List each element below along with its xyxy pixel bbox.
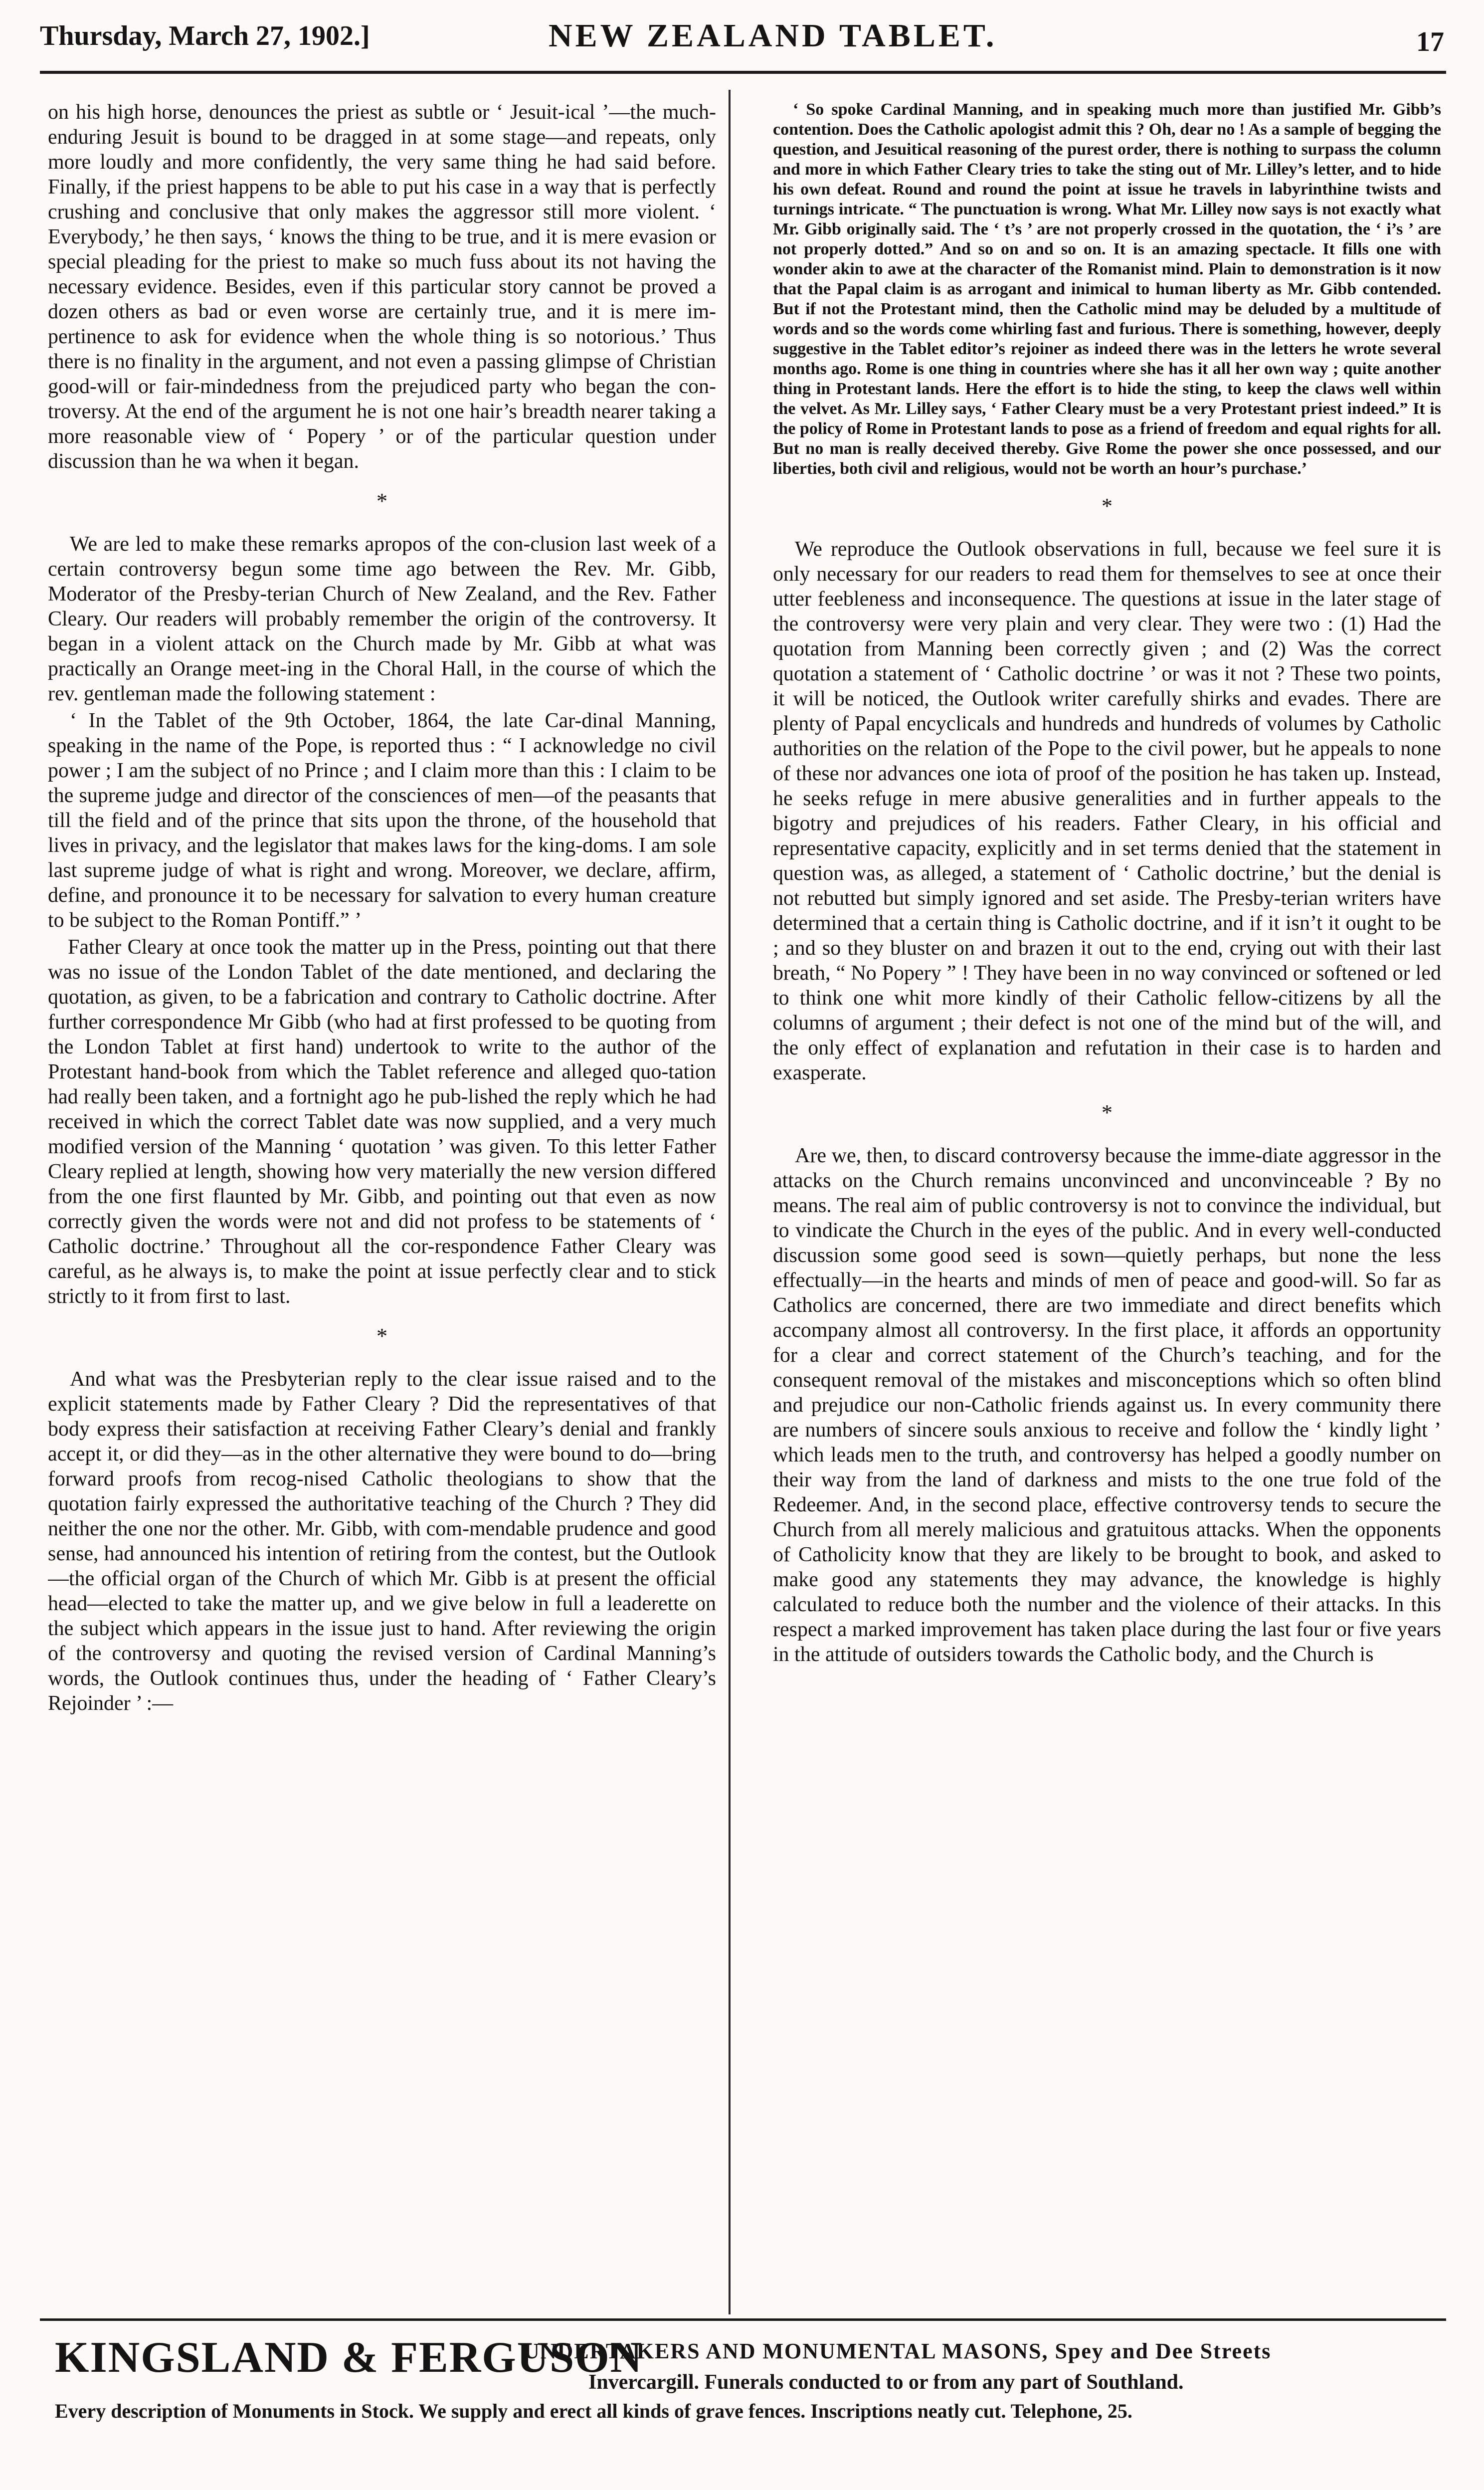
paragraph: Father Cleary at once took the matter up in the Press, pointing out that there was no issue of the London Tablet of the date mentioned, and declaring the quotation, as given, to be a fabrication and contrary to Catholic doctrine. After further correspondence Mr Gibb (who had at first professed to be quoting from the London Tablet at first hand) undertook to write to the author of the Protestant hand-book from which the Tablet reference and alleged quo-tation had really been taken, and a fortnight ago he pub-lished the reply which he had received in which the correct Tablet date was now supplied, and a very much modified version of the Manning ‘ quotation ’ was given. To this letter Father Cleary replied at length, showing how very materially the new version differed from the one first flaunted by Mr. Gibb, and pointing out that even as now correctly given the words were not and did not profess to be statements of ‘ Catholic doctrine.’ Throughout all the cor-respondence Father Cleary was careful, as he always is, to make the point at issue perfectly clear and to stick strictly to it from first to last. [48,936,716,1308]
paragraph: on his high horse, denounces the priest as subtle or ‘ Jesuit-ical ’—the much-enduring Jesuit is bound to be dragged in at some stage—and repeats, only more loudly and more confidently, the very same thing he had said before. Finally, if the priest happens to be able to put his case in a way that is perfectly crushing and conclusive that only makes the aggressor still more violent. ‘ Everybody,’ he then says, ‘ knows the thing to be true, and it is mere evasion or special pleading for the priest to make so much fuss about its not having the necessary evidence. Besides, even if this particular story cannot be proved a dozen others as bad or even worse are certainly true, and it is mere im-pertinence to ask for evidence when the whole thing is so notorious.’ Thus there is no finality in the argument, and not even a passing glimpse of Christian good-will or fair-mindedness from the prejudiced party who began the con-troversy. At the end of the argument he is not one hair’s breadth nearer taking a more reasonable view of ‘ Popery ’ or of the particular question under discussion than he wa when it began. [48,101,716,473]
page-number: 17 [1416,26,1444,57]
paragraph: We reproduce the Outlook observations in full, because we feel sure it is only necessary for our readers to read them for themselves to see at once their utter feebleness and inconsequence. The questions at issue in the later stage of the controversy were very plain and very clear. They were two : (1) Had the quotation from Manning been correctly given ; and (2) Was the correct quotation a statement of ‘ Catholic doctrine ’ or was it not ? These two points, it will be noticed, the Outlook writer carefully shirks and evades. There are plenty of Papal encyclicals and hundreds and hundreds of volumes by Catholic authorities on the relation of the Pope to the civil power, but he appeals to none of these nor advances one iota of proof of the position he has taken up. Instead, he seeks refuge in mere abusive generalities and in further appeals to the bigotry and prejudices of his readers. Father Cleary, in his official and representative capacity, explicitly and in set terms denied that the statement in question was, as alleged, a statement of ‘ Catholic doctrine,’ but the denial is not rebutted but simply ignored and set aside. The Presby-terian writers have determined that a certain thing is Catholic doctrine, and if it isn’t it ought to be ; and so they bluster on and brazen it out to the end, crying out with their last breath, “ No Popery ” ! They have been in no way convinced or softened or led to think one whit more kindly of their Catholic fellow-citizens by all the columns of argument ; their defect is not one of the mind but of the will, and the only effect of explanation and refutation in their case is to harden and exasperate. [773,538,1441,1084]
advertiser-details: Every description of Monuments in Stock. We supply and erect all kinds of grave fences. Inscriptions neatly cut. Telephone, 25. [55,2400,1132,2422]
section-separator: * [376,1324,387,1348]
advertiser-trade: UNDERTAKERS AND MONUMENTAL MASONS, Spey and Dee Streets [524,2339,1272,2363]
issue-date: Thursday, March 27, 1902.] [40,20,370,51]
paragraph: And what was the Presbyterian reply to the clear issue raised and to the explicit statements made by Father Cleary ? Did the representatives of that body express their satisfaction at receiving Father Cleary’s denial and frankly accept it, or did they—as in the other alternative they were bound to do—bring forward proofs from recog-nised Catholic theologians to show that the quotation fairly expressed the authoritative teaching of the Church ? They did neither the one nor the other. Mr. Gibb, with com-mendable prudence and good sense, had announced his intention of retiring from the contest, but the Outlook—the official organ of the Church of which Mr. Gibb is at present the official head—elected to take the matter up, and we give below in full a leaderette on the subject which appears in the issue just to hand. After reviewing the origin of the controversy and quoting the revised version of Cardinal Manning’s words, the Outlook continues thus, under the heading of ‘ Father Cleary’s Rejoinder ’ :— [48,1368,716,1715]
advertisement-footer [40,2328,1446,2478]
section-separator: * [1102,1100,1113,1125]
column-rule [729,90,731,2314]
advertiser-town: Invercargill. Funerals conducted to or from any part of Southland. [588,2371,1184,2394]
paragraph: Are we, then, to discard controversy because the imme-diate aggressor in the attacks on the Church remains unconvinced and unconvinceable ? By no means. The real aim of public controversy is not to convince the individual, but to vindicate the Church in the eyes of the public. And in every well-conducted discussion some good seed is sown—quietly perhaps, but none the less effectually—in the hearts and minds of men of peace and good-will. So far as Catholics are concerned, there are two immediate and direct benefits which accompany almost all controversy. In the first place, it affords an opportunity for a clear and correct statement of the Church’s teaching, and for the consequent removal of the mistakes and misconceptions which so often blind and prejudice our non-Catholic friends against us. In every community there are numbers of sincere souls anxious to receive and follow the ‘ kindly light ’ which leads men to the truth, and controversy has helped a goodly number on their way from the land of darkness and mists to the one true fold of the Redeemer. And, in the second place, effective controversy tends to secure the Church from all merely malicious and gratuitous attacks. When the opponents of Catholicity know that they are likely to be brought to book, and asked to make good any statements they may advance, the knowledge is highly calculated to reduce both the number and the violence of their attacks. In this respect a marked improvement has taken place during the last four or five years in the attitude of outsiders towards the Catholic body, and the Church is [773,1144,1441,1666]
right-column [773,100,1441,2304]
left-column [48,100,716,2304]
masthead: NEW ZEALAND TABLET. [549,17,997,54]
manning-quotation: ‘ In the Tablet of the 9th October, 1864, the late Car-dinal Manning, speaking in the name of the Pope, is reported thus : “ I acknowledge no civil power ; I am the subject of no Prince ; and I claim more than this : I claim to be the supreme judge and director of the consciences of men—of the peasants that till the field and of the prince that sits upon the throne, of the household that lives in privacy, and the legislator that makes laws for the king-doms. I am sole last supreme judge of what is right and wrong. Moreover, we declare, affirm, define, and pronounce it to be necessary for salvation to every human creature to be subject to the Roman Pontiff.” ’ [48,709,716,932]
paragraph: We are led to make these remarks apropos of the con-clusion last week of a certain controversy begun some time ago between the Rev. Mr. Gibb, Moderator of the Presby-terian Church of New Zealand, and the Rev. Father Cleary. Our readers will probably remember the origin of the controversy. It began in a violent attack on the Church made by Mr. Gibb at what was practically an Orange meet-ing in the Choral Hall, in the course of which the rev. gentleman made the following statement : [48,533,716,705]
section-separator: * [1102,494,1113,518]
outlook-leaderette: ‘ So spoke Cardinal Manning, and in speaking much more than justified Mr. Gibb’s contention. Does the Catholic apologist admit this ? Oh, dear no ! As a sample of begging the question, and Jesuitical reasoning of the purest order, there is nothing to surpass the column and more in which Father Cleary tries to take the sting out of Mr. Lilley’s letter, and to hide his own defeat. Round and round the point at issue he travels in labyrinthine twists and turnings intricate. “ The punctuation is wrong. What Mr. Lilley now says is not exactly what Mr. Gibb originally said. The ‘ t’s ’ are not properly crossed in the quotation, the ‘ i’s ’ are not properly dotted.” And so on and so on. It is an amazing spectacle. It fills one with wonder akin to awe at the character of the Romanist mind. Plain to demonstration is it now that the Papal claim is as arrogant and inimical to human liberty as Mr. Gibb contended. But if not the Protestant mind, then the Catholic mind may be deluded by a multitude of words and so the words come whirling fast and furious. There is something, however, deeply suggestive in the Tablet editor’s rejoiner as indeed there was in the letters he wrote several months ago. Rome is one thing in countries where she has it all her own way ; quite another thing in Protestant lands. Here the effort is to hide the sting, to keep the claws well within the velvet. As Mr. Lilley says, ‘ Father Cleary must be a very Protestant priest indeed.” It is the policy of Rome in Protestant lands to pose as a friend of freedom and equal rights for all. But no man is really deceived thereby. Give Rome the power she once possessed, and our liberties, both civil and religious, would not be worth an hour’s purchase.’ [773,100,1441,478]
footer-rule [40,2318,1446,2321]
page-header [40,11,1446,74]
advertiser-name: KINGSLAND & FERGUSON [55,2333,643,2382]
section-separator: * [376,489,387,513]
